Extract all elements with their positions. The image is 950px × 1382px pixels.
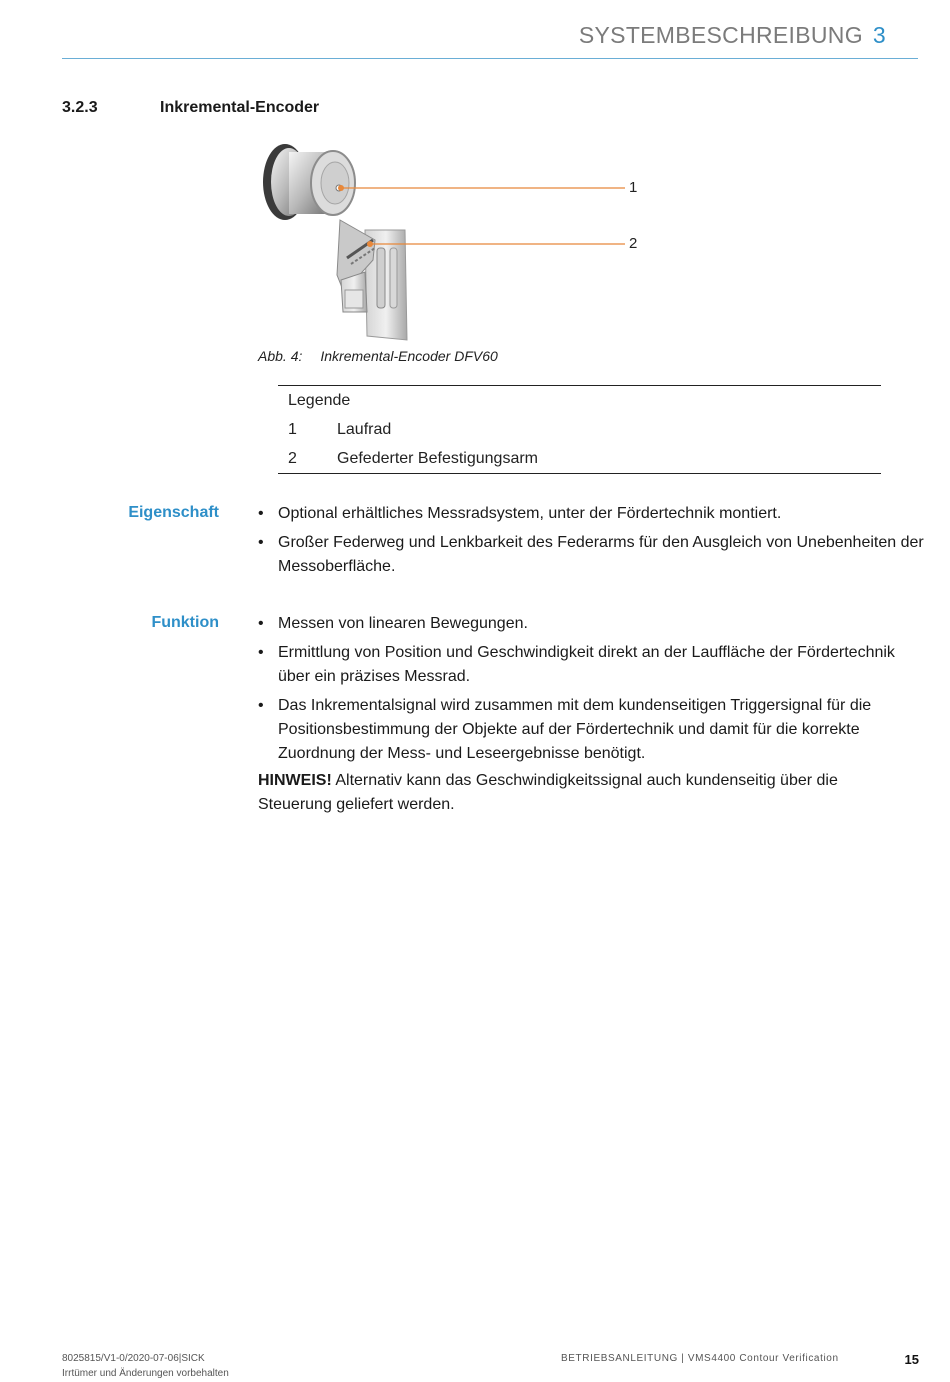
legend-number: 2 <box>288 450 297 467</box>
callout-2: 2 <box>629 235 638 252</box>
list-item-text: Ermittlung von Position und Geschwindigkeit direkt an der Lauffläche der Fördertechnik über ein präzises Messrad. <box>278 644 895 685</box>
note-paragraph <box>258 769 898 817</box>
caption-label: Abb. 4: <box>258 348 303 364</box>
footer-doc-type: BETRIEBSANLEITUNG | VMS4400 Contour Verification <box>561 1353 839 1364</box>
funktion-list <box>258 612 928 771</box>
chapter-header <box>579 22 886 49</box>
legend-table <box>278 385 881 474</box>
legend-text: Laufrad <box>337 421 392 438</box>
section-title: Inkremental-Encoder <box>160 99 320 116</box>
callout-1: 1 <box>629 179 638 196</box>
chapter-number: 3 <box>872 22 886 48</box>
funktion-label: Funktion <box>151 614 219 631</box>
header-divider <box>62 58 918 59</box>
legend-text: Gefederter Befestigungsarm <box>337 450 538 467</box>
section-number: 3.2.3 <box>62 99 98 116</box>
legend-number: 1 <box>288 421 297 438</box>
list-item-text: Das Inkrementalsignal wird zusammen mit dem kundenseitigen Triggersignal für die Positionsbestimmung der Objekte auf der Fördertechnik und damit für die korrekte Zuordnung der Mess- und Leseergebnisse benötigt. <box>278 697 872 762</box>
note-label: HINWEIS! <box>258 772 332 789</box>
list-item-text: Großer Federweg und Lenkbarkeit des Federarms für den Ausgleich von Unebenheiten der Messoberfläche. <box>278 534 924 575</box>
figure-caption <box>258 348 498 364</box>
list-item: • Optional erhältliches Messradsystem, unter der Fördertechnik montiert. <box>258 505 782 522</box>
legend-row <box>278 415 881 444</box>
legend-row <box>278 444 881 473</box>
encoder-figure <box>255 140 655 345</box>
note-text: Alternativ kann das Geschwindigkeitssignal auch kundenseitig über die Steuerung geliefert werden. <box>258 772 838 813</box>
footer-disclaimer: Irrtümer und Änderungen vorbehalten <box>62 1368 229 1379</box>
list-item-text: Messen von linearen Bewegungen. <box>278 615 528 632</box>
list-item: • Das Inkrementalsignal wird zusammen mit dem kundenseitigen Triggersignal für die Positionsbestimmung der Objekte auf der Fördertechnik und damit für die korrekte Zuordnung der Mess- und Leseergebnisse benötigt. <box>258 697 872 762</box>
eigenschaft-list <box>258 502 928 584</box>
list-item: • Ermittlung von Position und Geschwindigkeit direkt an der Lauffläche der Fördertechnik über ein präzises Messrad. <box>258 644 895 685</box>
page-number: 15 <box>904 1352 919 1367</box>
chapter-title: SYSTEMBESCHREIBUNG <box>578 22 863 48</box>
eigenschaft-label: Eigenschaft <box>128 504 219 521</box>
list-item: • Messen von linearen Bewegungen. <box>258 615 528 632</box>
legend-heading: Legende <box>288 392 351 409</box>
footer-doc-id: 8025815/V1-0/2020-07-06|SICK <box>62 1353 205 1364</box>
list-item: • Großer Federweg und Lenkbarkeit des Federarms für den Ausgleich von Unebenheiten der Messoberfläche. <box>258 534 924 575</box>
list-item-text: Optional erhältliches Messradsystem, unter der Fördertechnik montiert. <box>278 505 782 522</box>
encoder-illustration <box>255 140 655 345</box>
caption-text: Inkremental-Encoder DFV60 <box>320 348 498 364</box>
